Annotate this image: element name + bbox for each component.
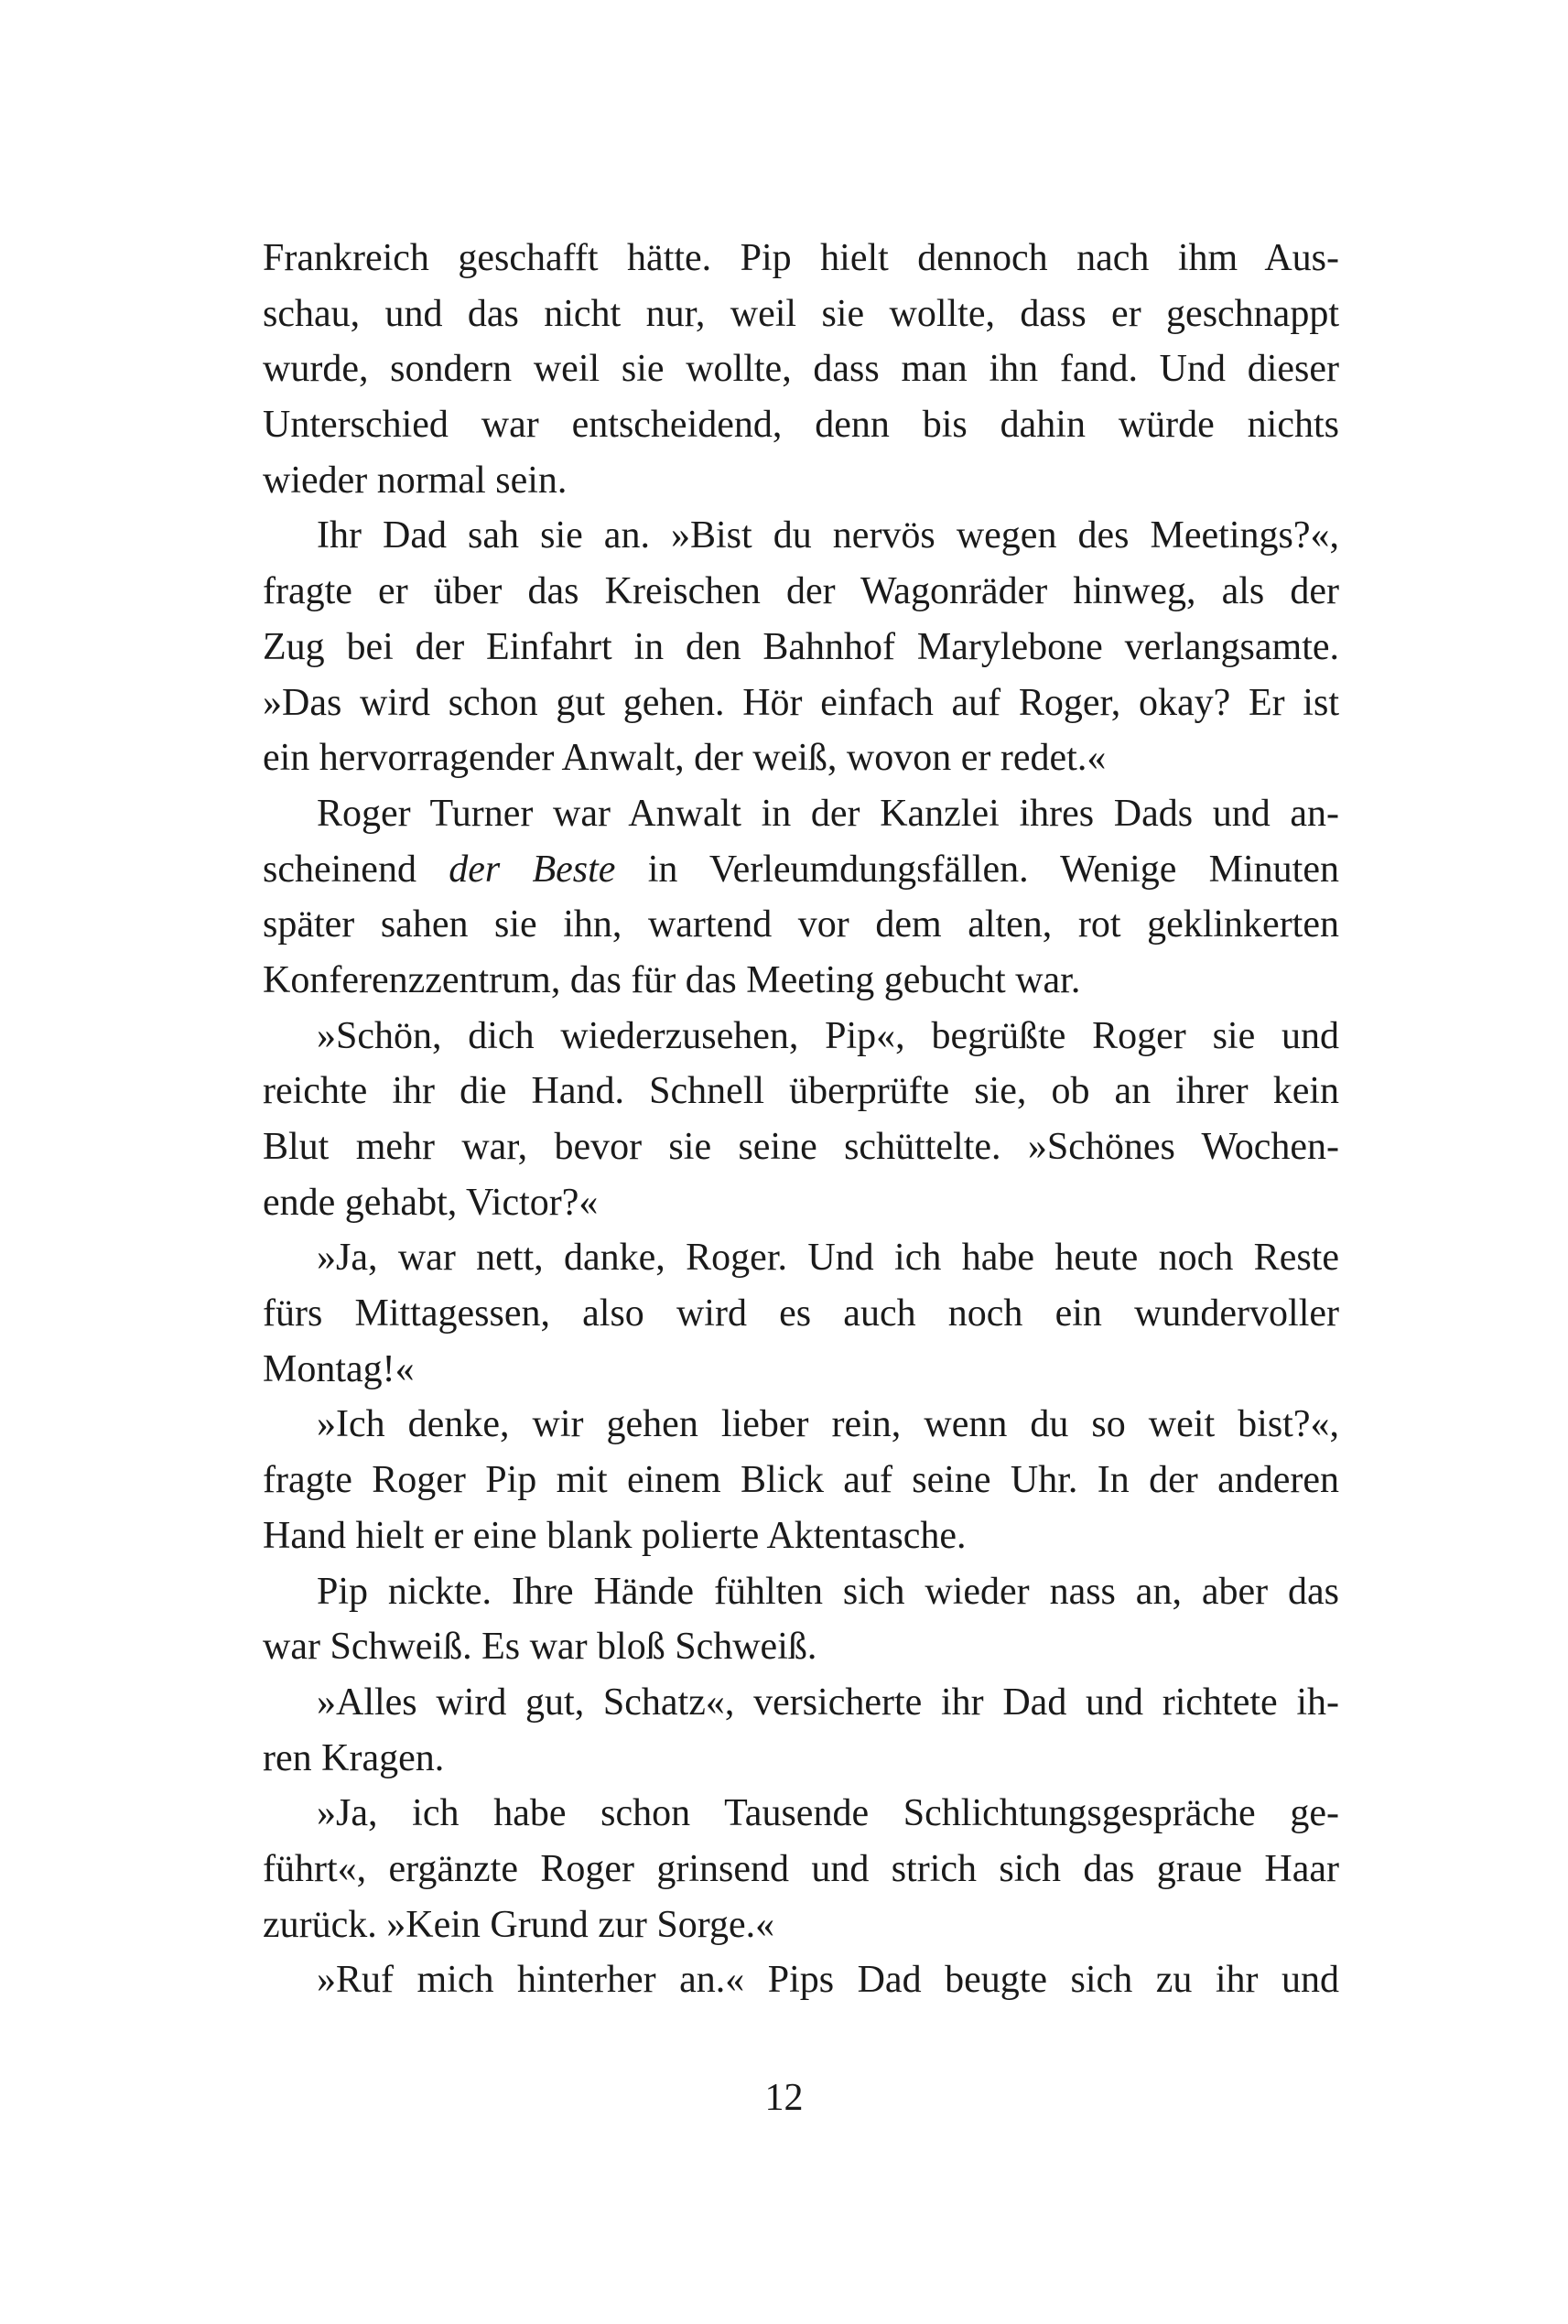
paragraph xyxy=(263,231,1339,508)
text-line: »Das wird schon gut gehen. Hör einfach auf Roger, okay? Er ist xyxy=(263,681,1339,724)
text-line: führt«, ergänzte Roger grinsend und strich sich das graue Haar xyxy=(263,1847,1339,1890)
text-line: Frankreich geschafft hätte. Pip hielt dennoch nach ihm Aus- xyxy=(263,237,1339,279)
text-line xyxy=(263,842,1339,898)
text-line: »Ich denke, wir gehen lieber rein, wenn du so weit bist?«, xyxy=(317,1403,1339,1446)
paragraph xyxy=(263,1230,1339,1397)
paragraph xyxy=(263,1952,1339,2008)
text-line: wurde, sondern weil sie wollte, dass man ihn fand. Und dieser xyxy=(263,348,1339,391)
text-line: Pip nickte. Ihre Hände fühlten sich wieder nass an, aber das xyxy=(317,1570,1339,1613)
text-line: war Schweiß. Es war bloß Schweiß. xyxy=(263,1626,817,1669)
paragraph xyxy=(263,786,1339,1009)
text-line: schau, und das nicht nur, weil sie wollte, dass er geschnappt xyxy=(263,292,1339,335)
text-line: zurück. »Kein Grund zur Sorge.« xyxy=(263,1903,775,1946)
paragraph xyxy=(263,1009,1339,1231)
text-line: reichte ihr die Hand. Schnell überprüfte sie, ob an ihrer kein xyxy=(263,1070,1339,1113)
text-line: Roger Turner war Anwalt in der Kanzlei ihres Dads und an- xyxy=(317,792,1339,835)
text-line: wieder normal sein. xyxy=(263,459,568,502)
paragraph xyxy=(263,1786,1339,1952)
text-line: »Ruf mich hinterher an.« Pips Dad beugte sich zu ihr und xyxy=(317,1959,1339,2002)
italic-text: der Beste xyxy=(449,848,616,891)
paragraph xyxy=(263,508,1339,785)
text-line: fragte Roger Pip mit einem Blick auf seine Uhr. In der anderen xyxy=(263,1459,1339,1502)
text-line: Hand hielt er eine blank polierte Aktentasche. xyxy=(263,1514,967,1557)
text-line: »Schön, dich wiederzusehen, Pip«, begrüßte Roger sie und xyxy=(317,1014,1339,1057)
text-segment: scheinend xyxy=(263,848,449,891)
text-line: Ihr Dad sah sie an. »Bist du nervös wegen des Meetings?«, xyxy=(317,514,1339,557)
paragraph xyxy=(263,1397,1339,1563)
text-line: ren Kragen. xyxy=(263,1736,445,1779)
body-text xyxy=(263,231,1339,2008)
text-line: Blut mehr war, bevor sie seine schüttelte. »Schönes Wochen- xyxy=(263,1126,1339,1168)
text-line: Montag!« xyxy=(263,1347,415,1390)
text-line: Zug bei der Einfahrt in den Bahnhof Marylebone verlangsamte. xyxy=(263,625,1339,668)
paragraph xyxy=(263,1564,1339,1675)
text-line: Konferenzzentrum, das für das Meeting gebucht war. xyxy=(263,958,1081,1001)
text-line: Unterschied war entscheidend, denn bis dahin würde nichts xyxy=(263,404,1339,447)
paragraph xyxy=(263,1675,1339,1786)
text-line: später sahen sie ihn, wartend vor dem alten, rot geklinkerten xyxy=(263,903,1339,946)
text-segment: in Verleumdungsfällen. Wenige Minuten xyxy=(615,848,1339,891)
text-line: ein hervorragender Anwalt, der weiß, wovon er redet.« xyxy=(263,737,1107,780)
text-line: »Ja, ich habe schon Tausende Schlichtungsgespräche ge- xyxy=(317,1792,1339,1835)
text-line: fürs Mittagessen, also wird es auch noch ein wundervoller xyxy=(263,1292,1339,1335)
text-line: »Ja, war nett, danke, Roger. Und ich habe heute noch Reste xyxy=(317,1237,1339,1280)
page-number: 12 xyxy=(764,2077,804,2119)
text-line: »Alles wird gut, Schatz«, versicherte ihr Dad und richtete ih- xyxy=(317,1681,1339,1724)
text-line: fragte er über das Kreischen der Wagonräder hinweg, als der xyxy=(263,570,1339,613)
text-line: ende gehabt, Victor?« xyxy=(263,1181,599,1224)
